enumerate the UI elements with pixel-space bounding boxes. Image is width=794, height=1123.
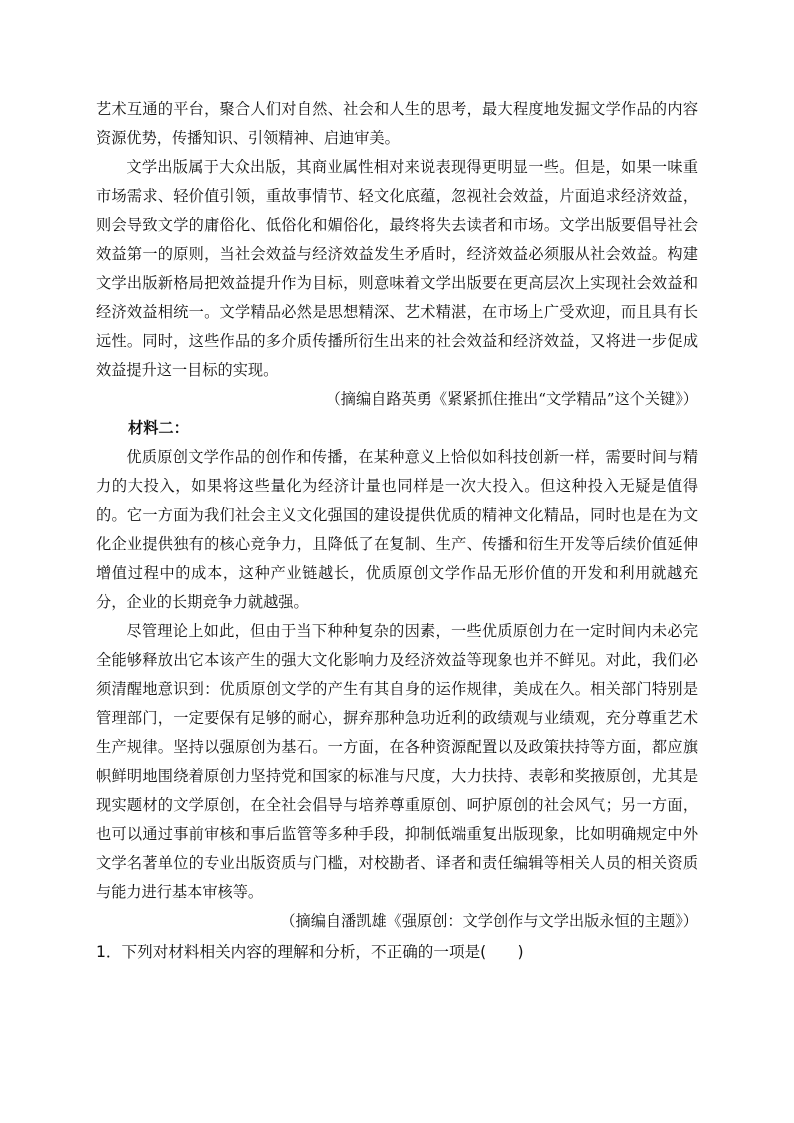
material2-source-citation: （摘编自潘凯雄《强原创：文学创作与文学出版永恒的主题》）	[280, 912, 698, 930]
material2-paragraph-1: 优质原创文学作品的创作和传播，在某种意义上恰似如科技创新一样，需要时间与精力的大投入，如果将这些量化为经济计量也同样是一次大投入。但这种投入无疑是值得的。它一方面为我们社会主义文化强国的建设提供优质的精神文化精品，同时也是在为文化企业提供独有的核心竞争力，且降低了在复制、生产、传播和衍生开发等后续价值延伸增值过程中的成本，这种产业链越长，优质原创文学作品无形价值的开发和利用就越充分，企业的长期竞争力就越强。	[96, 448, 698, 611]
material1-paragraph-1: 艺术互通的平台，聚合人们对自然、社会和人生的思考，最大程度地发掘文学作品的内容资源优势，传播知识、引领精神、启迪审美。	[96, 100, 698, 147]
document-body	[96, 95, 698, 967]
material2-paragraph-2: 尽管理论上如此，但由于当下种种复杂的因素，一些优质原创力在一定时间内未必完全能够释放出它本该产生的强大文化影响力及经济效益等现象也并不鲜见。对此，我们必须清醒地意识到：优质原创文学的产生有其自身的运作规律，美成在久。相关部门特别是管理部门，一定要保有足够的耐心，摒弃那种急功近利的政绩观与业绩观，充分尊重艺术生产规律。坚持以强原创为基石。一方面，在各种资源配置以及政策扶持等方面，都应旗帜鲜明地围绕着原创力坚持党和国家的标准与尺度，大力扶持、表彰和奖掖原创，尤其是现实题材的文学原创，在全社会倡导与培养尊重原创、呵护原创的社会风气；另一方面，也可以通过事前审核和事后监管等多种手段，抑制低端重复出版现象，比如明确规定中外文学名著单位的专业出版资质与门槛，对校勘者、译者和责任编辑等相关人员的相关资质与能力进行基本审核等。	[96, 622, 698, 901]
material1-paragraph-2: 文学出版属于大众出版，其商业属性相对来说表现得更明显一些。但是，如果一味重市场需求、轻价值引领，重故事情节、轻文化底蕴，忽视社会效益，片面追求经济效益，则会导致文学的庸俗化、低俗化和媚俗化，最终将失去读者和市场。文学出版要倡导社会效益第一的原则，当社会效益与经济效益发生矛盾时，经济效益必须服从社会效益。构建文学出版新格局把效益提升作为目标，则意味着文学出版要在更高层次上实现社会效益和经济效益相统一。文学精品必然是思想精深、艺术精湛，在市场上广受欢迎，而且具有长远性。同时，这些作品的多介质传播所衍生出来的社会效益和经济效益，又将进一步促成效益提升这一目标的实现。	[96, 158, 698, 379]
question-1-stem: 1．下列对材料相关内容的理解和分析，不正确的一项是( )	[96, 943, 524, 961]
material1-source-citation: （摘编自路英勇《紧紧抓住推出“文学精品”这个关键》）	[325, 390, 698, 408]
material2-heading: 材料二：	[128, 419, 189, 437]
